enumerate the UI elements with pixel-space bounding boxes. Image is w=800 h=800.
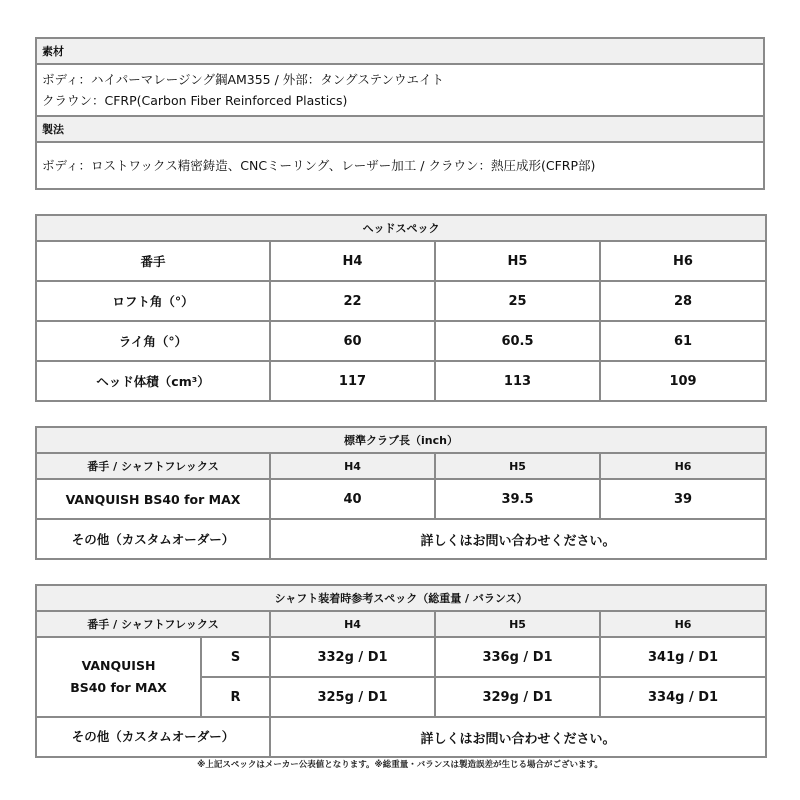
cell-value: 336g / D1: [435, 637, 600, 677]
cell-value: 22: [270, 281, 435, 321]
cell-value: 60.5: [435, 321, 600, 361]
cell-value: 39: [600, 479, 766, 519]
row-label-shaft: VANQUISH BS40 for MAX: [36, 479, 270, 519]
column-header-club-flex: 番手 / シャフトフレックス: [36, 453, 270, 479]
cell-value: 25: [435, 281, 600, 321]
manufacturing-header: 製法: [36, 116, 764, 142]
row-label-custom-order: その他（カスタムオーダー）: [36, 717, 270, 757]
shaft-name-cell: [36, 637, 201, 717]
column-header-h5: H5: [435, 453, 600, 479]
table-row-lie: [36, 321, 766, 361]
column-header-h4: H4: [270, 611, 435, 637]
flex-label: S: [201, 637, 270, 677]
material-line-crown: クラウン：CFRP(Carbon Fiber Reinforced Plastics): [42, 93, 348, 108]
cell-value: 329g / D1: [435, 677, 600, 717]
shaft-name-line2: BS40 for MAX: [70, 680, 167, 695]
column-header-h4: H4: [270, 241, 435, 281]
custom-order-note: 詳しくはお問い合わせください。: [270, 717, 766, 757]
column-header-h6: H6: [600, 611, 766, 637]
cell-value: 109: [600, 361, 766, 401]
shaft-spec-table: [35, 584, 767, 758]
flex-label: R: [201, 677, 270, 717]
cell-value: 39.5: [435, 479, 600, 519]
club-length-title: 標準クラブ長（inch）: [36, 427, 766, 453]
cell-value: 325g / D1: [270, 677, 435, 717]
row-label-volume: ヘッド体積（cm³）: [36, 361, 270, 401]
table-row-loft: [36, 281, 766, 321]
row-label-custom-order: その他（カスタムオーダー）: [36, 519, 270, 559]
material-table: [35, 37, 765, 190]
club-length-table: [35, 426, 767, 560]
column-header-h5: H5: [435, 611, 600, 637]
column-header-club-number: 番手: [36, 241, 270, 281]
column-header-h5: H5: [435, 241, 600, 281]
column-header-h6: H6: [600, 453, 766, 479]
material-body: [36, 64, 764, 116]
table-row-custom: [36, 519, 766, 559]
row-label-loft: ロフト角（°）: [36, 281, 270, 321]
table-row-custom: [36, 717, 766, 757]
cell-value: 60: [270, 321, 435, 361]
head-spec-table: [35, 214, 767, 402]
manufacturing-body: [36, 142, 764, 189]
column-header-h6: H6: [600, 241, 766, 281]
table-row-flex-s: [36, 637, 766, 677]
column-header-club-flex: 番手 / シャフトフレックス: [36, 611, 270, 637]
material-header: 素材: [36, 38, 764, 64]
cell-value: 341g / D1: [600, 637, 766, 677]
row-label-lie: ライ角（°）: [36, 321, 270, 361]
column-header-h4: H4: [270, 453, 435, 479]
shaft-name-line1: VANQUISH: [81, 658, 156, 673]
table-row: [36, 479, 766, 519]
table-row-volume: [36, 361, 766, 401]
footnote: ※上記スペックはメーカー公表値となります。※総重量・バランスは製造誤差が生じる場合がございます。: [197, 760, 603, 770]
custom-order-note: 詳しくはお問い合わせください。: [270, 519, 766, 559]
shaft-spec-title: シャフト装着時参考スペック（総重量 / バランス）: [36, 585, 766, 611]
manufacturing-line: ボディ：ロストワックス精密鋳造、CNCミーリング、レーザー加工 / クラウン：熱圧成形(CFRP部): [42, 158, 596, 173]
cell-value: 334g / D1: [600, 677, 766, 717]
cell-value: 117: [270, 361, 435, 401]
cell-value: 61: [600, 321, 766, 361]
cell-value: 113: [435, 361, 600, 401]
material-line-body: ボディ：ハイパーマレージング鋼AM355 / 外部：タングステンウエイト: [42, 72, 445, 87]
head-spec-title: ヘッドスペック: [36, 215, 766, 241]
cell-value: 28: [600, 281, 766, 321]
cell-value: 332g / D1: [270, 637, 435, 677]
cell-value: 40: [270, 479, 435, 519]
